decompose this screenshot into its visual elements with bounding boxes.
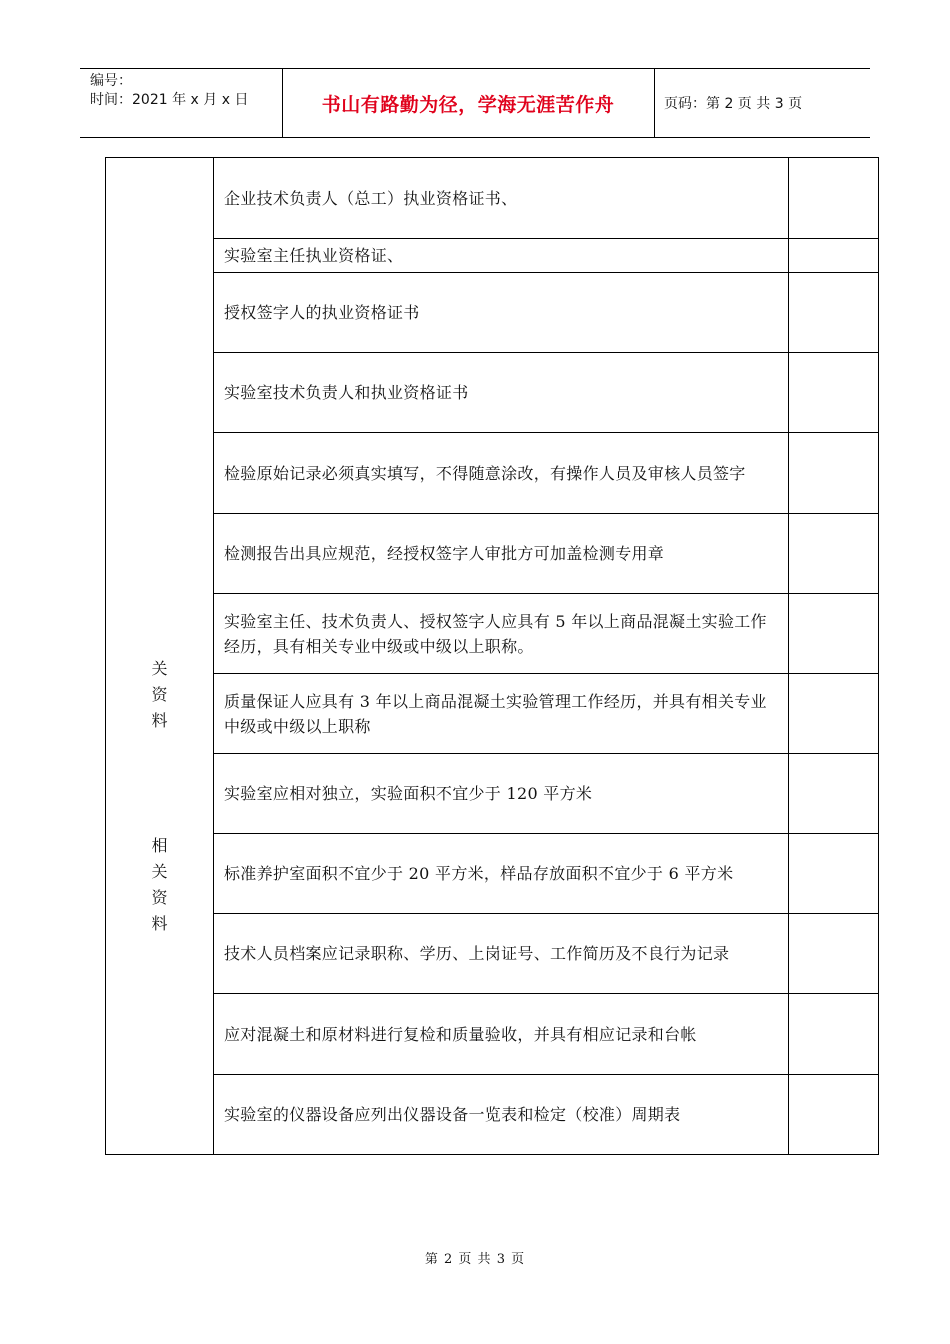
table-row [106, 914, 879, 994]
checklist-item: 企业技术负责人（总工）执业资格证书、 [214, 158, 789, 239]
checklist-item: 质量保证人应具有 3 年以上商品混凝土实验管理工作经历，并具有相关专业中级或中级以上职称 [214, 674, 789, 754]
table-row [106, 514, 879, 594]
date-label: 时间：2021 年 x 月 x 日 [90, 92, 249, 108]
checklist-table [105, 157, 879, 1155]
check-cell[interactable] [789, 594, 879, 674]
table-row [106, 994, 879, 1075]
category-cell [106, 158, 214, 1155]
checklist-item: 标准养护室面积不宜少于 20 平方米，样品存放面积不宜少于 6 平方米 [214, 834, 789, 914]
check-cell[interactable] [789, 1075, 879, 1155]
checklist-item: 实验室主任、技术负责人、授权签字人应具有 5 年以上商品混凝土实验工作经历，具有相关专业中级或中级以上职称。 [214, 594, 789, 674]
check-cell[interactable] [789, 674, 879, 754]
check-cell[interactable] [789, 239, 879, 273]
category-label-a: 关 资 料 [151, 659, 168, 730]
check-cell[interactable] [789, 353, 879, 433]
table-row [106, 239, 879, 273]
table-row [106, 1075, 879, 1155]
header-meta [80, 69, 283, 137]
table-row [106, 158, 879, 239]
category-label-b: 相 关 资 料 [151, 836, 168, 933]
checklist-item: 授权签字人的执业资格证书 [214, 273, 789, 353]
checklist-item: 技术人员档案应记录职称、学历、上岗证号、工作简历及不良行为记录 [214, 914, 789, 994]
checklist-item: 实验室应相对独立，实验面积不宜少于 120 平方米 [214, 754, 789, 834]
checklist-item: 实验室的仪器设备应列出仪器设备一览表和检定（校准）周期表 [214, 1075, 789, 1155]
check-cell[interactable] [789, 433, 879, 514]
header-page-label: 页码：第 2 页 共 3 页 [664, 96, 803, 112]
table-row [106, 353, 879, 433]
check-cell[interactable] [789, 273, 879, 353]
table-row [106, 754, 879, 834]
checklist-item: 检测报告出具应规范，经授权签字人审批方可加盖检测专用章 [214, 514, 789, 594]
check-cell[interactable] [789, 754, 879, 834]
checklist-item: 实验室主任执业资格证、 [214, 239, 789, 273]
check-cell[interactable] [789, 914, 879, 994]
table-row [106, 834, 879, 914]
table-row [106, 433, 879, 514]
motto-text: 书山有路勤为径，学海无涯苦作舟 [321, 93, 615, 116]
page-header [80, 68, 870, 138]
page-footer: 第 2 页 共 3 页 [424, 1252, 526, 1267]
table-row [106, 674, 879, 754]
check-cell[interactable] [789, 158, 879, 239]
header-motto-cell [282, 69, 655, 137]
check-cell[interactable] [789, 834, 879, 914]
checklist-item: 检验原始记录必须真实填写，不得随意涂改，有操作人员及审核人员签字 [214, 433, 789, 514]
table-row [106, 273, 879, 353]
number-label: 编号： [90, 73, 132, 89]
check-cell[interactable] [789, 514, 879, 594]
checklist-item: 应对混凝土和原材料进行复检和质量验收，并具有相应记录和台帐 [214, 994, 789, 1075]
table-row [106, 594, 879, 674]
checklist-item: 实验室技术负责人和执业资格证书 [214, 353, 789, 433]
check-cell[interactable] [789, 994, 879, 1075]
